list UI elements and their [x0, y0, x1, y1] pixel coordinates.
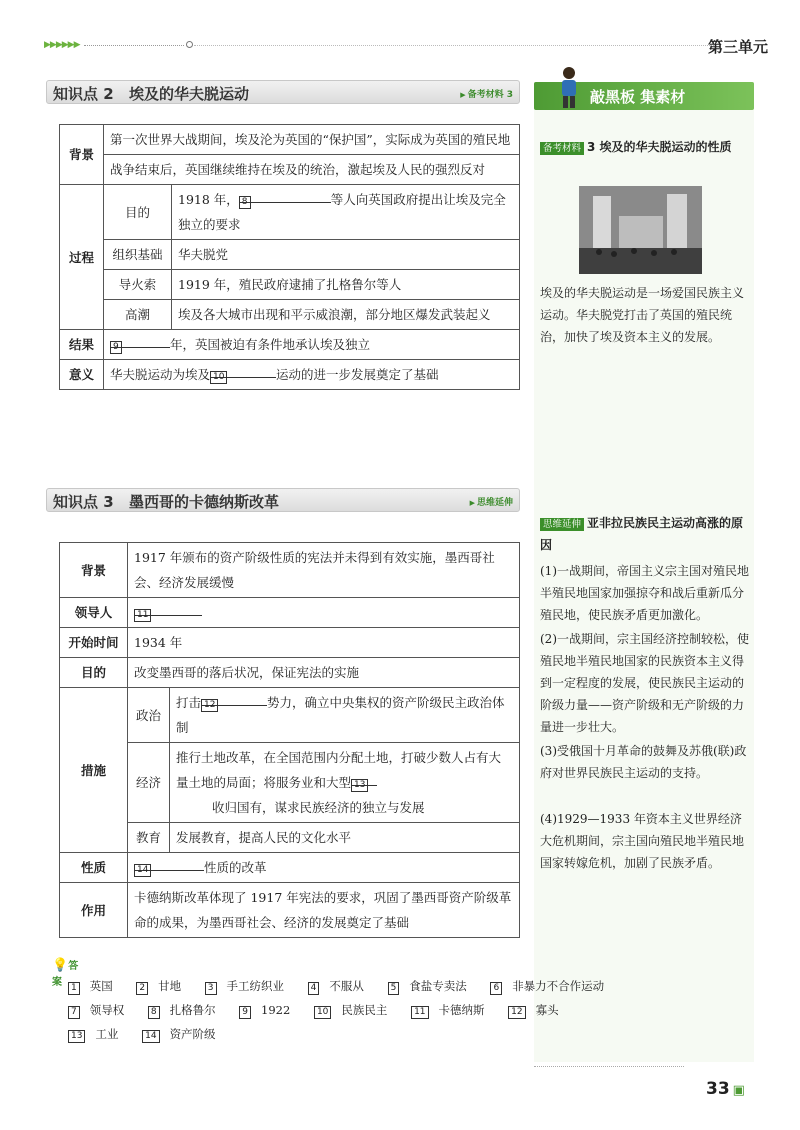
org-label: 组织基础	[104, 240, 172, 270]
page-rule	[534, 1066, 684, 1067]
answer-item: 1 英国	[68, 979, 123, 993]
significance-label: 意义	[60, 360, 104, 390]
section-3-table	[59, 542, 520, 938]
goal-text: 1918 年， 8 等人向英国政府提出让埃及完全独立的要求	[172, 185, 520, 240]
answer-item: 6 非暴力不合作运动	[490, 979, 614, 993]
education-label: 教育	[128, 823, 170, 853]
bg-text-2: 战争结束后，英国继续维持在埃及的统治，激起埃及人民的强烈反对	[104, 155, 520, 185]
leader-label: 领导人	[60, 598, 128, 628]
answer-item: 11 卡德纳斯	[411, 1003, 494, 1017]
section-3-title: 墨西哥的卡德纳斯改革	[129, 493, 280, 511]
book-icon: ▣	[732, 1083, 745, 1098]
arrow-decoration-icon: ▶▶▶▶▶▶	[44, 40, 80, 50]
answer-badge: 💡答案	[52, 958, 79, 988]
measure-label: 措施	[60, 688, 128, 853]
header-rule	[44, 40, 734, 50]
material-tag: 备考材料	[540, 142, 584, 155]
goal-label: 目的	[104, 185, 172, 240]
fuse-text: 1919 年，殖民政府逮捕了扎格鲁尔等人	[172, 270, 520, 300]
result-text: 9 年，英国被迫有条件地承认埃及独立	[104, 330, 520, 360]
side-banner-title: 敲黑板 集素材	[590, 88, 686, 106]
goal3-label: 目的	[60, 658, 128, 688]
leader-text: 11	[128, 598, 520, 628]
material-3-heading: 备考材料 3 埃及的华夫脱运动的性质	[540, 136, 750, 158]
bg-text-1: 第一次世界大战期间，埃及沦为英国的“保护国”，实际成为英国的殖民地	[104, 125, 520, 155]
extension-point-1: (1)一战期间，帝国主义宗主国对殖民地半殖民地国家加强掠夺和战后重新瓜分殖民地，使民族矛盾更加激化。	[540, 564, 749, 622]
bg3-label: 背景	[60, 543, 128, 598]
answers-line-2	[68, 1002, 579, 1019]
nature-label: 性质	[60, 853, 128, 883]
economy-text: 推行土地改革，在全国范围内分配土地，打破少数人占有大量土地的局面；将服务业和大型 13 收归国有，谋求民族经济的独立与发展	[170, 743, 520, 823]
effect-text: 卡德纳斯改革体现了 1917 年宪法的要求，巩固了墨西哥资产阶级革命的成果，为墨西哥社会、经济的发展奠定了基础	[128, 883, 520, 938]
significance-text: 华夫脱运动为埃及 10 运动的进一步发展奠定了基础	[104, 360, 520, 390]
nature-text: 14 性质的改革	[128, 853, 520, 883]
answer-item: 3 手工纺织业	[205, 979, 294, 993]
answer-item: 13 工业	[68, 1027, 128, 1041]
start-label: 开始时间	[60, 628, 128, 658]
start-text: 1934 年	[128, 628, 520, 658]
economy-label: 经济	[128, 743, 170, 823]
teacher-figure-icon	[556, 66, 582, 110]
effect-label: 作用	[60, 883, 128, 938]
answer-item: 7 领导权	[68, 1003, 134, 1017]
answer-item: 9 1922	[239, 1003, 300, 1017]
section-2-number: 知识点 2	[53, 85, 114, 103]
answers-line-1	[68, 978, 624, 995]
section-2-header	[46, 80, 520, 104]
process-label: 过程	[60, 185, 104, 330]
blank-number: 8	[239, 196, 251, 209]
politics-text: 打击 12 势力，确立中央集权的资产阶级民主政治体制	[170, 688, 520, 743]
answers-line-3	[68, 1026, 236, 1043]
section-2-tag: ▶ 备考材料 3	[460, 87, 513, 100]
fuse-label: 导火索	[104, 270, 172, 300]
peak-text: 埃及各大城市出现和平示威浪潮，部分地区爆发武装起义	[172, 300, 520, 330]
material-3-text: 埃及的华夫脱运动是一场爱国民族主义运动。华夫脱党打击了英国的殖民统治，加快了埃及资本主义的发展。	[540, 286, 745, 344]
answer-item: 12 寡头	[508, 1003, 568, 1017]
unit-title: 第三单元	[707, 38, 768, 56]
extension-tag: 思维延伸	[540, 518, 584, 531]
answer-item: 2 甘地	[136, 979, 191, 993]
peak-label: 高潮	[104, 300, 172, 330]
historical-photo	[579, 186, 702, 274]
politics-label: 政治	[128, 688, 170, 743]
education-text: 发展教育，提高人民的文化水平	[170, 823, 520, 853]
lightbulb-icon: 💡	[52, 958, 69, 973]
section-3-number: 知识点 3	[53, 493, 114, 511]
section-2-title: 埃及的华夫脱运动	[129, 85, 250, 103]
bg3-text: 1917 年颁布的资产阶级性质的宪法并未得到有效实施，墨西哥社会、经济发展缓慢	[128, 543, 520, 598]
bg-label: 背景	[60, 125, 104, 185]
extension-point-4: (4)1929—1933 年资本主义世界经济大危机期间，宗主国向殖民地半殖民地国家转嫁危机，加剧了民族矛盾。	[540, 812, 745, 870]
extension-heading: 思维延伸 亚非拉民族民主运动高涨的原因	[540, 516, 744, 552]
section-3-tag: ▶ 思维延伸	[470, 495, 513, 508]
answer-item: 5 食盐专卖法	[388, 979, 477, 993]
result-label: 结果	[60, 330, 104, 360]
goal3-text: 改变墨西哥的落后状况，保证宪法的实施	[128, 658, 520, 688]
answer-item: 10 民族民主	[314, 1003, 397, 1017]
section-3-header	[46, 488, 520, 512]
answer-item: 14 资产阶级	[142, 1027, 225, 1041]
answer-item: 4 不服从	[308, 979, 374, 993]
answer-item: 8 扎格鲁尔	[148, 1003, 226, 1017]
org-text: 华夫脱党	[172, 240, 520, 270]
extension-point-2: (2)一战期间，宗主国经济控制较松，使殖民地半殖民地国家的民族资本主义得到一定程度的发展，使民族民主运动的阶级力量——资产阶级和无产阶级的力量进一步壮大。	[540, 632, 749, 734]
page-number: 33 ▣	[706, 1079, 745, 1099]
section-2-table	[59, 124, 520, 390]
extension-point-3: (3)受俄国十月革命的鼓舞及苏俄(联)政府对世界民族民主运动的支持。	[540, 744, 747, 780]
